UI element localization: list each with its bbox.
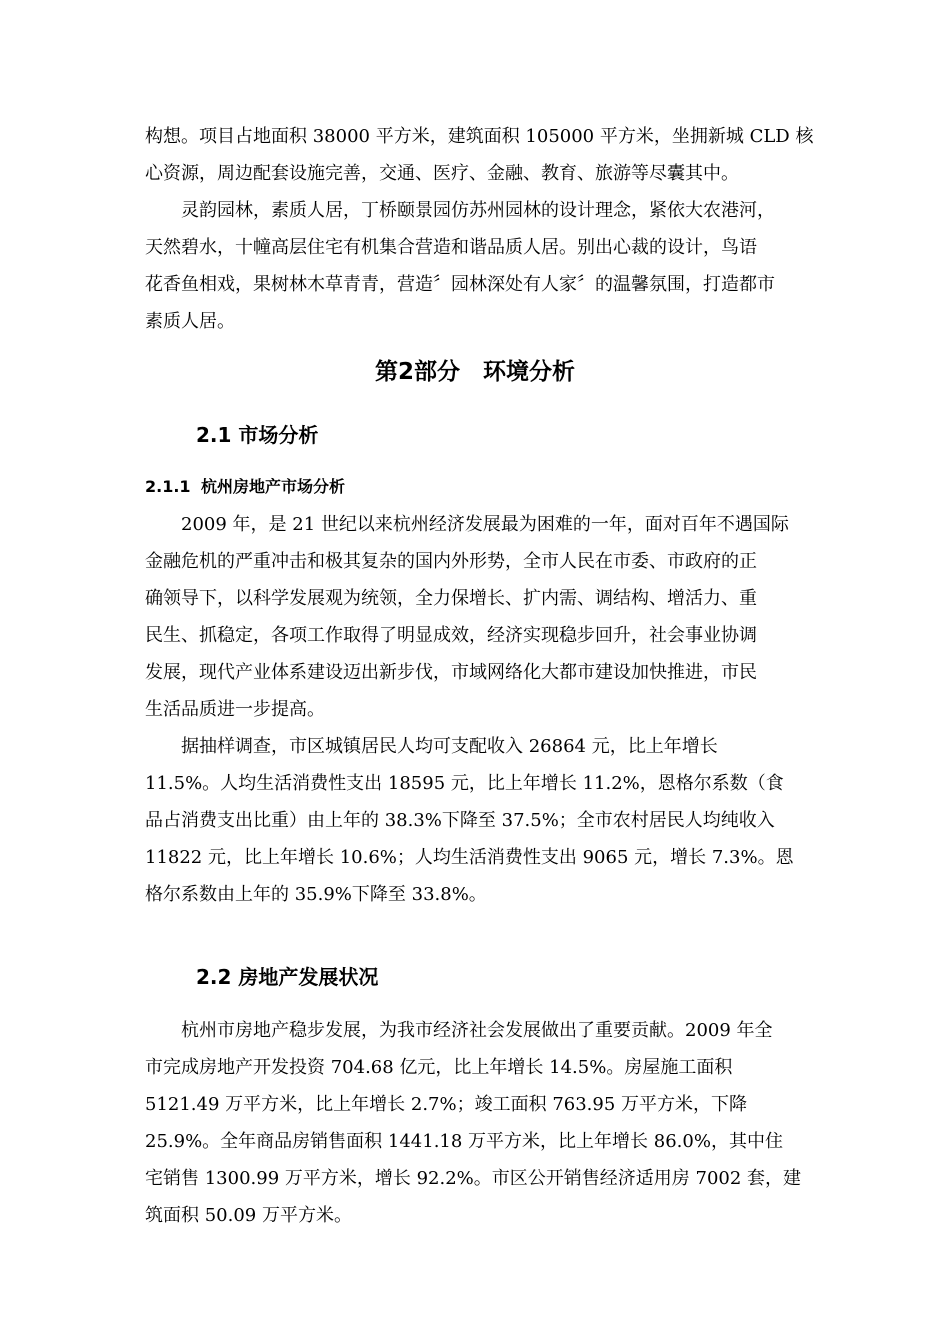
text-line: 心资源，周边配套设施完善，交通、医疗、金融、教育、旅游等尽囊其中。 [145,163,739,184]
text-line: 宅销售 1300.99 万平方米，增长 92.2%。市区公开销售经济适用房 7002 套，建 [145,1168,802,1189]
text-line: 确领导下，以科学发展观为统领，全力保增长、扩内需、调结构、增活力、重 [145,588,757,609]
text-line: 构想。项目占地面积 38000 平方米，建筑面积 105000 平方米，坐拥新城 CLD 核 [145,126,814,147]
text-line: 花香鱼相戏，果树林木草青青，营造〞园林深处有人家〞的温馨氛围，打造都市 [145,274,775,295]
text-line: 民生、抓稳定，各项工作取得了明显成效，经济实现稳步回升，社会事业协调 [145,625,757,646]
paragraph-garden-living [145,192,810,340]
text-line: 生活品质进一步提高。 [145,699,325,720]
text-line: 25.9%。全年商品房销售面积 1441.18 万平方米，比上年增长 86.0%，其中住 [145,1131,783,1152]
text-line: 11822 元，比上年增长 10.6%；人均生活消费性支出 9065 元，增长 7.3%。恩 [145,847,794,868]
paragraph-real-estate-development [145,1012,810,1234]
part-heading: 第2部分 环境分析 [374,359,575,385]
text-line: 格尔系数由上年的 35.9%下降至 33.8%。 [145,884,487,905]
text-line: 11.5%。人均生活消费性支出 18595 元，比上年增长 11.2%，恩格尔系数（食 [145,773,784,794]
subsection-number: 2.1.1 [145,477,191,496]
text-line: 2009 年，是 21 世纪以来杭州经济发展最为困难的一年，面对百年不遇国际 [181,514,789,535]
text-line: 5121.49 万平方米，比上年增长 2.7%；竣工面积 763.95 万平方米，下降 [145,1094,748,1115]
text-line: 灵韵园林，素质人居，丁桥颐景园仿苏州园林的设计理念，紧依大农港河， [181,200,775,221]
text-line: 市完成房地产开发投资 704.68 亿元，比上年增长 14.5%。房屋施工面积 [145,1057,733,1078]
paragraph-income-survey [145,728,810,913]
text-line: 品占消费支出比重）由上年的 38.3%下降至 37.5%；全市农村居民人均纯收入 [145,810,775,831]
section-heading-2-2: 2.2 房地产发展状况 [196,965,379,989]
text-line: 发展，现代产业体系建设迈出新步伐，市域网络化大都市建设加快推进，市民 [145,662,757,683]
text-line: 天然碧水，十幢高层住宅有机集合营造和谐品质人居。别出心裁的设计，鸟语 [145,237,757,258]
text-line: 杭州市房地产稳步发展，为我市经济社会发展做出了重要贡献。2009 年全 [181,1020,773,1041]
text-line: 筑面积 50.09 万平方米。 [145,1205,352,1226]
subsection-title: 杭州房地产市场分析 [201,477,346,496]
subsection-heading-2-1-1 [145,474,345,500]
text-line: 金融危机的严重冲击和极其复杂的国内外形势，全市人民在市委、市政府的正 [145,551,757,572]
paragraph-hangzhou-economy [145,506,810,728]
paragraph-project-area [145,118,814,192]
text-line: 据抽样调查，市区城镇居民人均可支配收入 26864 元，比上年增长 [181,736,718,757]
text-line: 素质人居。 [145,311,235,332]
section-heading-2-1: 2.1 市场分析 [196,423,319,447]
